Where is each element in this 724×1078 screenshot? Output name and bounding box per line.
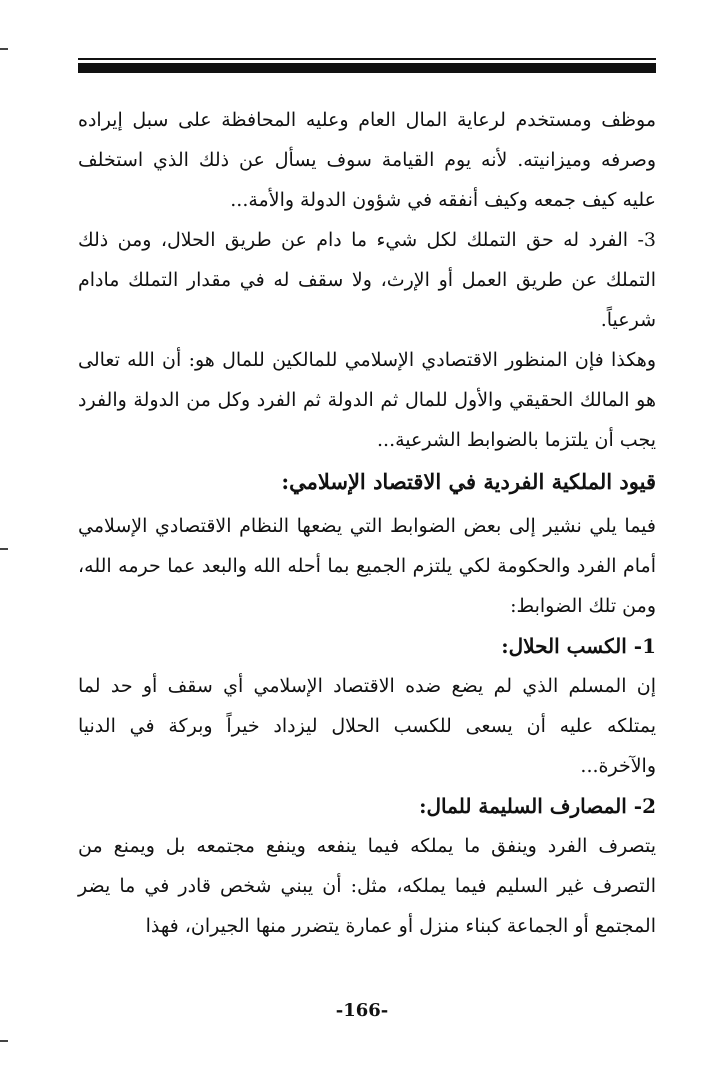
subheading: 1- الكسب الحلال:	[501, 634, 656, 658]
subheading: 2- المصارف السليمة للمال:	[419, 794, 656, 818]
margin-mark	[0, 48, 8, 50]
paragraph: يتصرف الفرد وينفق ما يملكه فيما ينفعه وينفع مجتمعه بل ويمنع من التصرف غير السليم فيما يملكه، مثل: أن يبني شخص قادر في ما يضر المجتمع أو الجماعة كبناء منزل أو عمارة يتضرر منها الجيران، فهذا	[78, 835, 656, 937]
paragraph: وهكذا فإن المنظور الاقتصادي الإسلامي للمالكين للمال هو: أن الله تعالى هو المالك الحقيقي والأول للمال ثم الدولة ثم الفرد وكل من الدولة والفرد يجب أن يلتزما بالضوابط الشرعية...	[78, 349, 656, 451]
section-heading: قيود الملكية الفردية في الاقتصاد الإسلامي:	[281, 469, 656, 494]
page-body	[78, 100, 656, 946]
page-number: -166-	[335, 1000, 389, 1021]
margin-mark	[0, 548, 8, 550]
paragraph: إن المسلم الذي لم يضع ضده الاقتصاد الإسلامي أي سقف أو حد لما يمتلكه عليه أن يسعى للكسب الحلال ليزداد خيراً وبركة في الدنيا والآخرة...	[78, 675, 656, 777]
paragraph-numbered: 3- الفرد له حق التملك لكل شيء ما دام عن طريق الحلال، ومن ذلك التملك عن طريق العمل أو الإرث، ولا سقف له في مقدار التملك مادام شرعياً.	[78, 229, 656, 331]
paragraph: فيما يلي نشير إلى بعض الضوابط التي يضعها النظام الاقتصادي الإسلامي أمام الفرد والحكومة لكي يلتزم الجميع بما أحله الله والبعد عما حرمه الله، ومن تلك الضوابط:	[78, 515, 656, 617]
header-rule-thin	[78, 58, 656, 60]
margin-mark	[0, 1040, 8, 1042]
paragraph: موظف ومستخدم لرعاية المال العام وعليه المحافظة على سبل إيراده وصرفه وميزانيته. لأنه يوم القيامة سوف يسأل عن ذلك الذي استخلف عليه كيف جمعه وكيف أنفقه في شؤون الدولة والأمة...	[78, 109, 656, 211]
header-rule-thick	[78, 63, 656, 73]
